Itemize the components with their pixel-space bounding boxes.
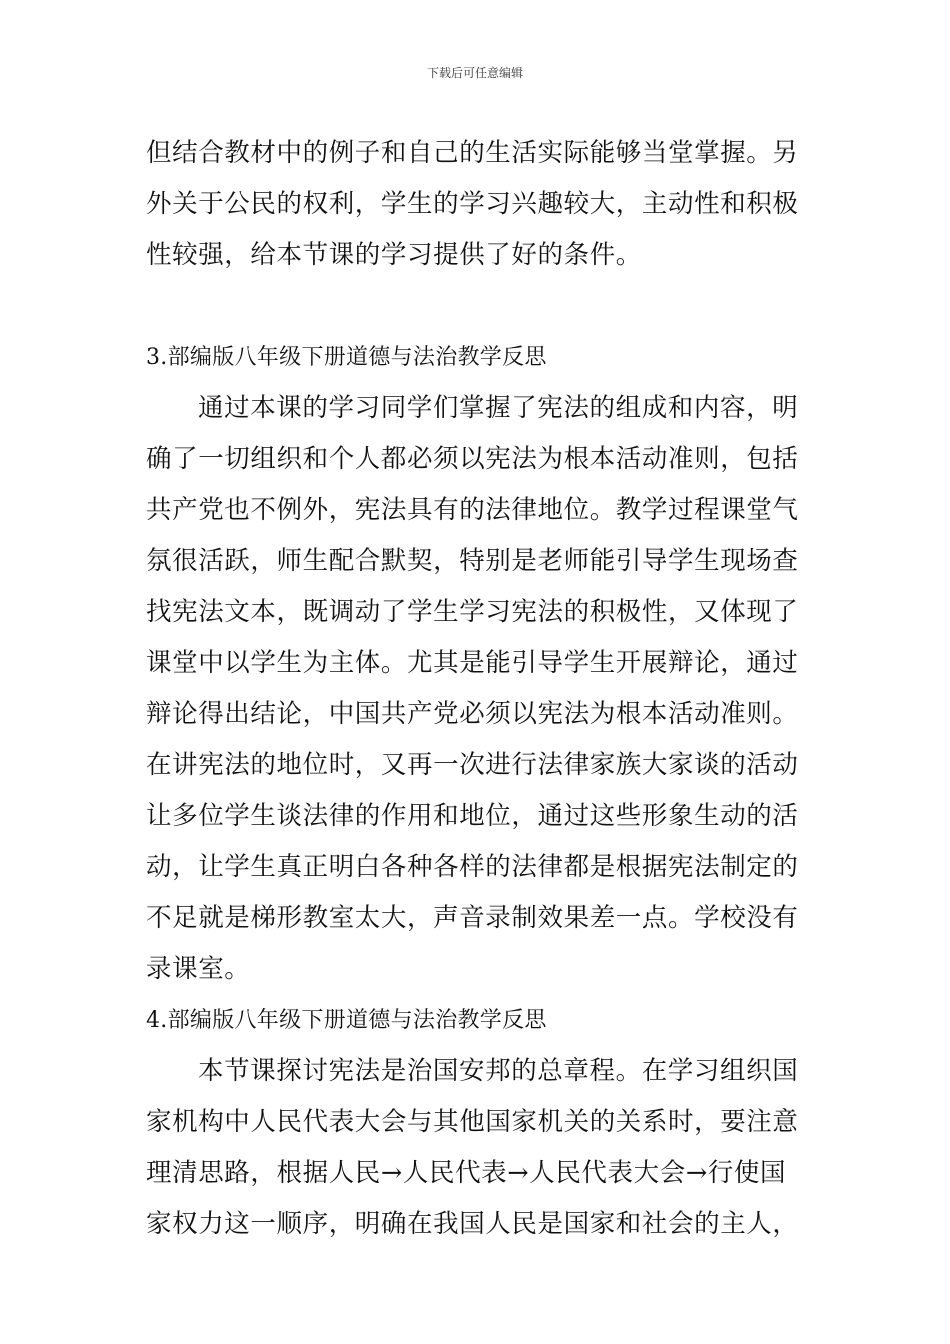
- document-body: [146, 128, 808, 1250]
- text-line: 性较强，给本节课的学习提供了好的条件。: [146, 240, 642, 270]
- text-line: 录课室。: [146, 954, 251, 984]
- text-line: 在讲宪法的地位时，又再一次进行法律家族大家谈的活动: [146, 750, 799, 780]
- text-line: 让多位学生谈法律的作用和地位，通过这些形象生动的活: [146, 801, 799, 831]
- text-line: 氛很活跃，师生配合默契，特别是老师能引导学生现场查: [146, 546, 799, 576]
- text-line: 找宪法文本，既调动了学生学习宪法的积极性，又体现了: [146, 597, 799, 627]
- page-header: 下载后可任意编辑: [426, 66, 523, 80]
- text-line: 确了一切组织和个人都必须以宪法为根本活动准则，包括: [146, 444, 799, 474]
- text-line: 外关于公民的权利，学生的学习兴趣较大，主动性和积极: [146, 189, 799, 219]
- section-heading: 3.部编版八年级下册道德与法治教学反思: [146, 345, 547, 370]
- text-line: 本节课探讨宪法是治国安邦的总章程。在学习组织国: [198, 1056, 799, 1086]
- text-line: 家机构中人民代表大会与其他国家机关的关系时，要注意: [146, 1107, 799, 1137]
- paragraph-continued: [146, 128, 808, 281]
- text-line: 理清思路，根据人民→人民代表→人民代表大会→行使国: [146, 1158, 787, 1188]
- text-line: 通过本课的学习同学们掌握了宪法的组成和内容，明: [198, 393, 799, 423]
- text-line: 辩论得出结论，中国共产党必须以宪法为根本活动准则。: [146, 699, 799, 729]
- text-line: 动，让学生真正明白各种各样的法律都是根据宪法制定的: [146, 852, 799, 882]
- section-4: [146, 995, 808, 1250]
- text-line: 但结合教材中的例子和自己的生活实际能够当堂掌握。另: [146, 138, 799, 168]
- text-line: 家权力这一顺序，明确在我国人民是国家和社会的主人，: [146, 1209, 799, 1239]
- text-line: 不足就是梯形教室太大，声音录制效果差一点。学校没有: [146, 903, 799, 933]
- text-line: 课堂中以学生为主体。尤其是能引导学生开展辩论，通过: [146, 648, 799, 678]
- section-3: [146, 332, 808, 995]
- section-heading: 4.部编版八年级下册道德与法治教学反思: [146, 1008, 547, 1033]
- blank-line: [146, 281, 808, 332]
- text-line: 共产党也不例外，宪法具有的法律地位。教学过程课堂气: [146, 495, 799, 525]
